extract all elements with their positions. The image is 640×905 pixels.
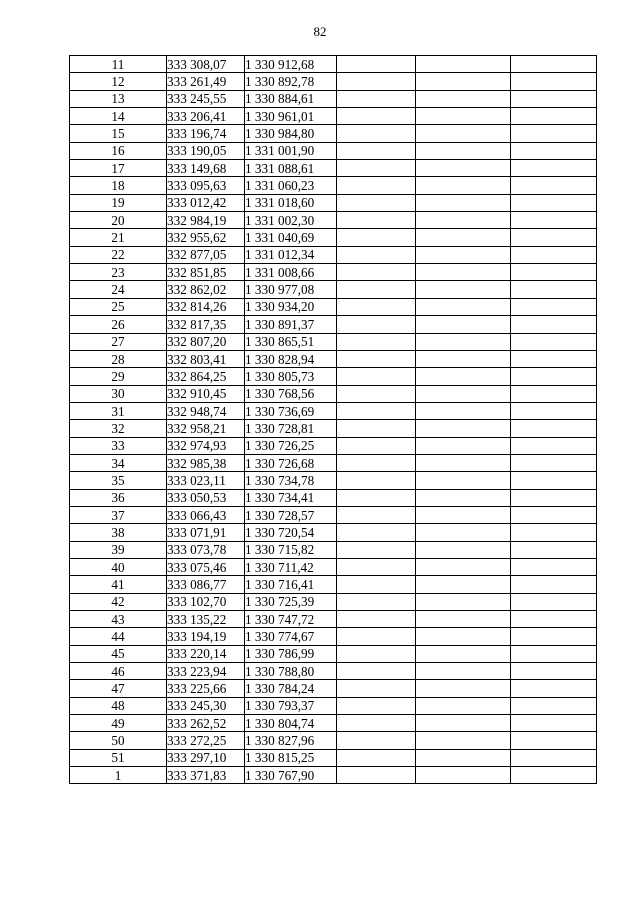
y-coordinate-cell: 1 331 002,30 [245, 212, 337, 229]
point-number-cell: 39 [70, 541, 167, 558]
x-coordinate-cell: 332 985,38 [167, 454, 245, 471]
y-coordinate-cell: 1 330 716,41 [245, 576, 337, 593]
table-row [70, 558, 597, 575]
empty-cell [337, 472, 416, 489]
empty-cell [337, 697, 416, 714]
point-number-cell: 18 [70, 177, 167, 194]
y-coordinate-cell: 1 330 726,25 [245, 437, 337, 454]
empty-cell [337, 333, 416, 350]
empty-cell [511, 73, 597, 90]
table-row [70, 73, 597, 90]
y-coordinate-cell: 1 330 736,69 [245, 402, 337, 419]
empty-cell [511, 506, 597, 523]
y-coordinate-cell: 1 330 734,41 [245, 489, 337, 506]
y-coordinate-cell: 1 331 001,90 [245, 142, 337, 159]
table-row [70, 350, 597, 367]
table-row [70, 333, 597, 350]
y-coordinate-cell: 1 330 725,39 [245, 593, 337, 610]
table-row [70, 298, 597, 315]
point-number-cell: 21 [70, 229, 167, 246]
x-coordinate-cell: 332 877,05 [167, 246, 245, 263]
point-number-cell: 13 [70, 90, 167, 107]
empty-cell [511, 645, 597, 662]
empty-cell [416, 472, 511, 489]
empty-cell [416, 628, 511, 645]
y-coordinate-cell: 1 330 715,82 [245, 541, 337, 558]
y-coordinate-cell: 1 330 828,94 [245, 350, 337, 367]
y-coordinate-cell: 1 330 865,51 [245, 333, 337, 350]
y-coordinate-cell: 1 330 728,81 [245, 420, 337, 437]
empty-cell [337, 177, 416, 194]
table-row [70, 541, 597, 558]
empty-cell [416, 663, 511, 680]
x-coordinate-cell: 333 262,52 [167, 715, 245, 732]
point-number-cell: 23 [70, 264, 167, 281]
empty-cell [511, 350, 597, 367]
coordinates-table-body [70, 56, 597, 784]
table-row [70, 645, 597, 662]
y-coordinate-cell: 1 330 768,56 [245, 385, 337, 402]
empty-cell [337, 194, 416, 211]
empty-cell [416, 489, 511, 506]
empty-cell [337, 506, 416, 523]
table-row [70, 194, 597, 211]
point-number-cell: 28 [70, 350, 167, 367]
empty-cell [416, 611, 511, 628]
empty-cell [416, 420, 511, 437]
table-row [70, 524, 597, 541]
empty-cell [416, 385, 511, 402]
empty-cell [337, 73, 416, 90]
table-row [70, 246, 597, 263]
empty-cell [416, 177, 511, 194]
empty-cell [416, 593, 511, 610]
point-number-cell: 47 [70, 680, 167, 697]
empty-cell [511, 316, 597, 333]
table-row [70, 767, 597, 784]
y-coordinate-cell: 1 330 734,78 [245, 472, 337, 489]
empty-cell [416, 524, 511, 541]
point-number-cell: 51 [70, 749, 167, 766]
table-row [70, 715, 597, 732]
empty-cell [337, 264, 416, 281]
x-coordinate-cell: 333 308,07 [167, 56, 245, 73]
point-number-cell: 30 [70, 385, 167, 402]
y-coordinate-cell: 1 330 984,80 [245, 125, 337, 142]
point-number-cell: 31 [70, 402, 167, 419]
empty-cell [337, 541, 416, 558]
empty-cell [337, 524, 416, 541]
table-row [70, 402, 597, 419]
x-coordinate-cell: 333 223,94 [167, 663, 245, 680]
empty-cell [416, 160, 511, 177]
table-row [70, 506, 597, 523]
point-number-cell: 48 [70, 697, 167, 714]
point-number-cell: 15 [70, 125, 167, 142]
y-coordinate-cell: 1 331 060,23 [245, 177, 337, 194]
empty-cell [337, 437, 416, 454]
point-number-cell: 32 [70, 420, 167, 437]
table-row [70, 212, 597, 229]
x-coordinate-cell: 333 190,05 [167, 142, 245, 159]
empty-cell [337, 576, 416, 593]
x-coordinate-cell: 332 803,41 [167, 350, 245, 367]
empty-cell [337, 142, 416, 159]
empty-cell [511, 454, 597, 471]
point-number-cell: 41 [70, 576, 167, 593]
table-row [70, 749, 597, 766]
empty-cell [416, 368, 511, 385]
point-number-cell: 22 [70, 246, 167, 263]
y-coordinate-cell: 1 331 040,69 [245, 229, 337, 246]
empty-cell [337, 281, 416, 298]
empty-cell [416, 229, 511, 246]
empty-cell [416, 108, 511, 125]
point-number-cell: 37 [70, 506, 167, 523]
empty-cell [337, 316, 416, 333]
point-number-cell: 35 [70, 472, 167, 489]
empty-cell [511, 90, 597, 107]
y-coordinate-cell: 1 330 884,61 [245, 90, 337, 107]
x-coordinate-cell: 333 050,53 [167, 489, 245, 506]
empty-cell [337, 715, 416, 732]
x-coordinate-cell: 333 066,43 [167, 506, 245, 523]
table-row [70, 663, 597, 680]
y-coordinate-cell: 1 330 934,20 [245, 298, 337, 315]
empty-cell [416, 142, 511, 159]
table-row [70, 593, 597, 610]
point-number-cell: 34 [70, 454, 167, 471]
y-coordinate-cell: 1 330 786,99 [245, 645, 337, 662]
table-row [70, 108, 597, 125]
table-row [70, 142, 597, 159]
empty-cell [511, 194, 597, 211]
empty-cell [337, 558, 416, 575]
empty-cell [337, 125, 416, 142]
x-coordinate-cell: 333 261,49 [167, 73, 245, 90]
empty-cell [511, 264, 597, 281]
empty-cell [337, 454, 416, 471]
x-coordinate-cell: 333 371,83 [167, 767, 245, 784]
empty-cell [511, 558, 597, 575]
empty-cell [337, 108, 416, 125]
empty-cell [416, 576, 511, 593]
x-coordinate-cell: 333 206,41 [167, 108, 245, 125]
y-coordinate-cell: 1 330 815,25 [245, 749, 337, 766]
empty-cell [511, 715, 597, 732]
empty-cell [511, 56, 597, 73]
table-row [70, 628, 597, 645]
empty-cell [511, 142, 597, 159]
table-row [70, 680, 597, 697]
coordinates-table [69, 55, 597, 784]
x-coordinate-cell: 333 071,91 [167, 524, 245, 541]
x-coordinate-cell: 333 149,68 [167, 160, 245, 177]
empty-cell [511, 541, 597, 558]
empty-cell [337, 229, 416, 246]
point-number-cell: 49 [70, 715, 167, 732]
x-coordinate-cell: 333 012,42 [167, 194, 245, 211]
point-number-cell: 27 [70, 333, 167, 350]
empty-cell [416, 767, 511, 784]
empty-cell [337, 90, 416, 107]
empty-cell [511, 472, 597, 489]
empty-cell [337, 350, 416, 367]
empty-cell [416, 402, 511, 419]
x-coordinate-cell: 333 102,70 [167, 593, 245, 610]
empty-cell [511, 229, 597, 246]
table-row [70, 611, 597, 628]
x-coordinate-cell: 332 851,85 [167, 264, 245, 281]
table-row [70, 90, 597, 107]
empty-cell [416, 194, 511, 211]
empty-cell [511, 108, 597, 125]
empty-cell [511, 385, 597, 402]
empty-cell [416, 680, 511, 697]
y-coordinate-cell: 1 330 767,90 [245, 767, 337, 784]
empty-cell [416, 281, 511, 298]
empty-cell [511, 524, 597, 541]
empty-cell [337, 246, 416, 263]
empty-cell [416, 454, 511, 471]
table-row [70, 385, 597, 402]
x-coordinate-cell: 333 135,22 [167, 611, 245, 628]
point-number-cell: 42 [70, 593, 167, 610]
point-number-cell: 24 [70, 281, 167, 298]
point-number-cell: 16 [70, 142, 167, 159]
empty-cell [511, 177, 597, 194]
empty-cell [337, 212, 416, 229]
x-coordinate-cell: 333 245,30 [167, 697, 245, 714]
x-coordinate-cell: 333 075,46 [167, 558, 245, 575]
point-number-cell: 17 [70, 160, 167, 177]
table-row [70, 368, 597, 385]
empty-cell [337, 385, 416, 402]
x-coordinate-cell: 333 095,63 [167, 177, 245, 194]
x-coordinate-cell: 332 948,74 [167, 402, 245, 419]
point-number-cell: 1 [70, 767, 167, 784]
empty-cell [416, 90, 511, 107]
empty-cell [416, 246, 511, 263]
point-number-cell: 44 [70, 628, 167, 645]
table-row [70, 576, 597, 593]
y-coordinate-cell: 1 330 720,54 [245, 524, 337, 541]
empty-cell [416, 437, 511, 454]
empty-cell [416, 732, 511, 749]
x-coordinate-cell: 333 272,25 [167, 732, 245, 749]
empty-cell [337, 645, 416, 662]
x-coordinate-cell: 332 864,25 [167, 368, 245, 385]
x-coordinate-cell: 333 194,19 [167, 628, 245, 645]
table-row [70, 472, 597, 489]
empty-cell [416, 541, 511, 558]
table-row [70, 264, 597, 281]
y-coordinate-cell: 1 330 805,73 [245, 368, 337, 385]
empty-cell [511, 437, 597, 454]
empty-cell [511, 246, 597, 263]
point-number-cell: 45 [70, 645, 167, 662]
y-coordinate-cell: 1 330 892,78 [245, 73, 337, 90]
empty-cell [511, 697, 597, 714]
empty-cell [416, 264, 511, 281]
empty-cell [511, 628, 597, 645]
empty-cell [416, 212, 511, 229]
empty-cell [337, 680, 416, 697]
empty-cell [416, 56, 511, 73]
y-coordinate-cell: 1 330 774,67 [245, 628, 337, 645]
table-row [70, 697, 597, 714]
y-coordinate-cell: 1 330 793,37 [245, 697, 337, 714]
empty-cell [337, 732, 416, 749]
empty-cell [416, 645, 511, 662]
x-coordinate-cell: 333 245,55 [167, 90, 245, 107]
empty-cell [416, 506, 511, 523]
x-coordinate-cell: 333 297,10 [167, 749, 245, 766]
point-number-cell: 46 [70, 663, 167, 680]
point-number-cell: 50 [70, 732, 167, 749]
x-coordinate-cell: 332 910,45 [167, 385, 245, 402]
x-coordinate-cell: 333 220,14 [167, 645, 245, 662]
x-coordinate-cell: 332 958,21 [167, 420, 245, 437]
y-coordinate-cell: 1 330 747,72 [245, 611, 337, 628]
y-coordinate-cell: 1 330 977,08 [245, 281, 337, 298]
empty-cell [416, 298, 511, 315]
point-number-cell: 26 [70, 316, 167, 333]
x-coordinate-cell: 333 073,78 [167, 541, 245, 558]
table-row [70, 229, 597, 246]
table-row [70, 420, 597, 437]
empty-cell [511, 576, 597, 593]
empty-cell [416, 316, 511, 333]
empty-cell [511, 298, 597, 315]
table-row [70, 56, 597, 73]
page-number: 82 [313, 24, 327, 39]
empty-cell [337, 749, 416, 766]
point-number-cell: 11 [70, 56, 167, 73]
empty-cell [511, 402, 597, 419]
empty-cell [416, 350, 511, 367]
table-row [70, 454, 597, 471]
table-row [70, 177, 597, 194]
empty-cell [416, 749, 511, 766]
point-number-cell: 40 [70, 558, 167, 575]
empty-cell [337, 593, 416, 610]
empty-cell [337, 489, 416, 506]
x-coordinate-cell: 332 862,02 [167, 281, 245, 298]
empty-cell [337, 160, 416, 177]
empty-cell [511, 663, 597, 680]
point-number-cell: 33 [70, 437, 167, 454]
empty-cell [416, 73, 511, 90]
x-coordinate-cell: 332 807,20 [167, 333, 245, 350]
table-row [70, 489, 597, 506]
empty-cell [337, 663, 416, 680]
empty-cell [416, 715, 511, 732]
y-coordinate-cell: 1 330 788,80 [245, 663, 337, 680]
empty-cell [337, 368, 416, 385]
empty-cell [511, 680, 597, 697]
empty-cell [511, 749, 597, 766]
empty-cell [337, 420, 416, 437]
table-row [70, 281, 597, 298]
x-coordinate-cell: 332 974,93 [167, 437, 245, 454]
empty-cell [511, 767, 597, 784]
table-row [70, 732, 597, 749]
table-row [70, 316, 597, 333]
empty-cell [511, 212, 597, 229]
y-coordinate-cell: 1 331 008,66 [245, 264, 337, 281]
table-row [70, 160, 597, 177]
empty-cell [511, 420, 597, 437]
y-coordinate-cell: 1 330 728,57 [245, 506, 337, 523]
empty-cell [511, 160, 597, 177]
empty-cell [416, 558, 511, 575]
point-number-cell: 43 [70, 611, 167, 628]
y-coordinate-cell: 1 330 804,74 [245, 715, 337, 732]
y-coordinate-cell: 1 331 012,34 [245, 246, 337, 263]
empty-cell [511, 281, 597, 298]
empty-cell [511, 368, 597, 385]
empty-cell [511, 333, 597, 350]
empty-cell [337, 56, 416, 73]
point-number-cell: 20 [70, 212, 167, 229]
empty-cell [337, 628, 416, 645]
empty-cell [416, 697, 511, 714]
empty-cell [337, 402, 416, 419]
table-row [70, 125, 597, 142]
point-number-cell: 36 [70, 489, 167, 506]
y-coordinate-cell: 1 331 088,61 [245, 160, 337, 177]
x-coordinate-cell: 332 984,19 [167, 212, 245, 229]
y-coordinate-cell: 1 330 711,42 [245, 558, 337, 575]
table-row [70, 437, 597, 454]
y-coordinate-cell: 1 330 827,96 [245, 732, 337, 749]
empty-cell [511, 489, 597, 506]
empty-cell [416, 333, 511, 350]
empty-cell [511, 125, 597, 142]
y-coordinate-cell: 1 330 726,68 [245, 454, 337, 471]
empty-cell [416, 125, 511, 142]
y-coordinate-cell: 1 330 912,68 [245, 56, 337, 73]
empty-cell [511, 611, 597, 628]
x-coordinate-cell: 333 086,77 [167, 576, 245, 593]
empty-cell [511, 732, 597, 749]
x-coordinate-cell: 333 196,74 [167, 125, 245, 142]
x-coordinate-cell: 333 023,11 [167, 472, 245, 489]
point-number-cell: 25 [70, 298, 167, 315]
empty-cell [337, 611, 416, 628]
empty-cell [337, 767, 416, 784]
y-coordinate-cell: 1 330 784,24 [245, 680, 337, 697]
empty-cell [337, 298, 416, 315]
x-coordinate-cell: 332 814,26 [167, 298, 245, 315]
point-number-cell: 38 [70, 524, 167, 541]
point-number-cell: 14 [70, 108, 167, 125]
x-coordinate-cell: 333 225,66 [167, 680, 245, 697]
x-coordinate-cell: 332 955,62 [167, 229, 245, 246]
x-coordinate-cell: 332 817,35 [167, 316, 245, 333]
point-number-cell: 12 [70, 73, 167, 90]
y-coordinate-cell: 1 330 961,01 [245, 108, 337, 125]
y-coordinate-cell: 1 331 018,60 [245, 194, 337, 211]
empty-cell [511, 593, 597, 610]
point-number-cell: 19 [70, 194, 167, 211]
y-coordinate-cell: 1 330 891,37 [245, 316, 337, 333]
point-number-cell: 29 [70, 368, 167, 385]
